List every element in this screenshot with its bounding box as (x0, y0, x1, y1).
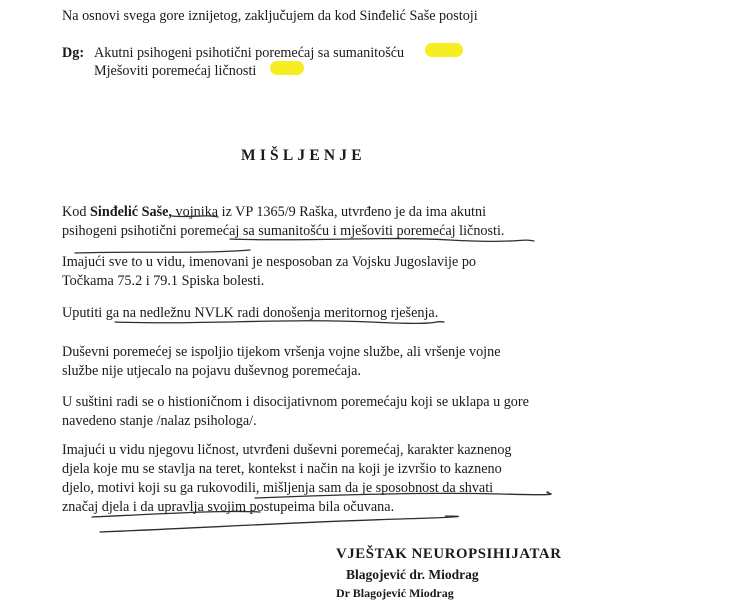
text-rest: vojnika iz VP 1365/9 Raška, utvrđeno je da ima akutni (171, 204, 487, 220)
paragraph-line: psihogeni psihotični poremećaj sa sumanitošću i mješoviti poremećaj ličnosti. (62, 223, 505, 239)
highlight-mark (270, 61, 304, 75)
diagnosis-label: Dg: (62, 45, 85, 61)
text-prefix: Kod (62, 204, 90, 220)
paragraph-onset (62, 343, 501, 381)
highlight-mark (425, 43, 463, 57)
paragraph-line: Točkama 75.2 i 79.1 Spiska bolesti. (62, 273, 265, 289)
paragraph-unfit (62, 253, 476, 291)
underline-mark (100, 516, 458, 532)
paragraph-line: djela koje mu se stavlja na teret, kontekst i način na koji je izvršio to kazneno (62, 461, 502, 477)
paragraph-line: značaj djela i da upravlja svojim postupeima bila očuvana. (62, 499, 395, 515)
paragraph-line: djelo, motivi koji su ga rukovodili, mišljenja sam da je sposobnost da shvati (62, 480, 494, 496)
paragraph-line: Duševni poremećej se ispoljio tijekom vršenja vojne službe, ali vršenje vojne (62, 344, 501, 360)
intro-sentence: Na osnovi svega gore iznijetog, zaključujem da kod Sinđelić Saše postoji (62, 8, 478, 24)
paragraph-line: Imajući u vidu njegovu ličnost, utvrđeni duševni poremećaj, karakter kaznenog (62, 442, 512, 458)
paragraph-line: navedeno stanje /nalaz psihologa/. (62, 413, 257, 429)
paragraph-referral (62, 304, 438, 323)
paragraph-finding (62, 203, 504, 241)
paragraph-line: službe nije utjecalo na pojavu duševnog poremećaja. (62, 363, 362, 379)
paragraph-line: Uputiti ga na nedležnu NVLK radi donošenja meritornog rješenja. (62, 305, 439, 321)
signature-title: VJEŠTAK NEUROPSIHIJATAR (336, 546, 562, 562)
paragraph-conclusion (62, 441, 512, 517)
paragraph-line: U suštini radi se o histioničnom i disocijativnom poremećaju koji se uklapa u gore (62, 394, 529, 410)
signature-name: Blagojević dr. Miodrag (346, 567, 479, 582)
diagnosis-line: Mješoviti poremećaj ličnosti (94, 63, 257, 79)
paragraph-essence (62, 393, 529, 431)
diagnosis-line: Akutni psihogeni psihotični poremećaj sa sumanitošću (94, 45, 405, 61)
paragraph-line: Imajući sve to u vidu, imenovani je nesposoban za Vojsku Jugoslavije po (62, 254, 477, 270)
signature-stamp: Dr Blagojević Miodrag (336, 586, 454, 600)
paragraph-line (62, 203, 504, 222)
subject-name: Sinđelić Saše, (89, 204, 172, 220)
section-title: MIŠLJENJE (241, 147, 366, 164)
